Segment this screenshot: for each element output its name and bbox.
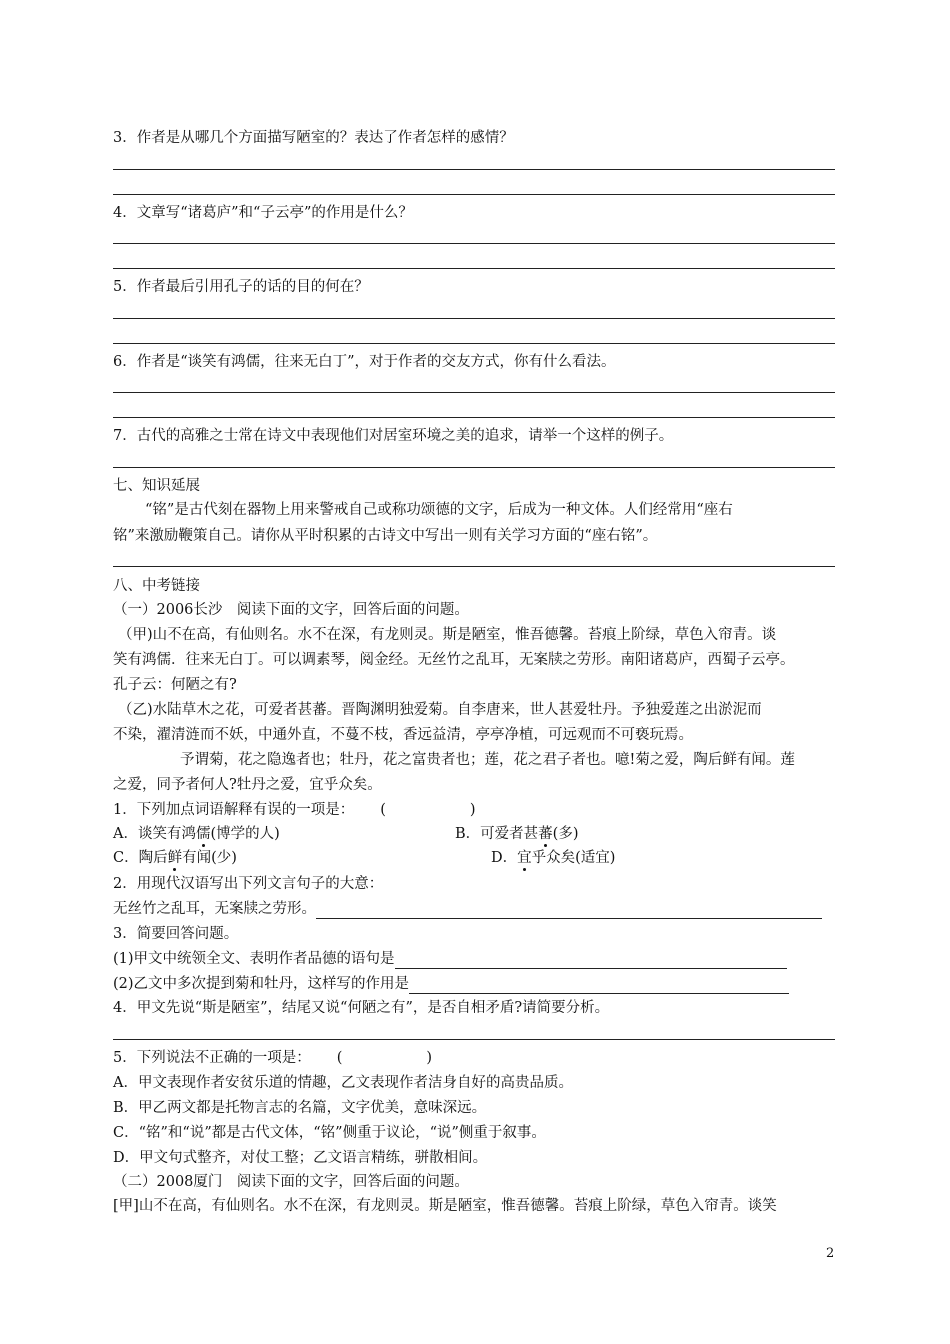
question-3: 3．作者是从哪几个方面描写陋室的？表达了作者怎样的感情？ — [113, 130, 514, 146]
answer-line[interactable] — [113, 169, 835, 170]
passage-yi: 之爱，同予者何人?牡丹之爱，宜乎众矣。 — [113, 777, 382, 793]
question-5: 5．作者最后引用孔子的话的目的何在？ — [113, 279, 369, 295]
passage-jia: 孔子云：何陋之有? — [113, 677, 237, 693]
mcq-1-stem — [113, 800, 476, 820]
mcq-1-text: 1．下列加点词语解释有误的一项是： — [113, 802, 355, 818]
answer-line[interactable] — [113, 243, 835, 244]
passage-yi: （乙)水陆草木之花，可爱者甚蕃。晋陶渊明独爱菊。自李唐来，世人甚爱牡丹。予独爱莲之出淤泥而 — [118, 702, 762, 718]
section-7-text: 铭”来激励鞭策自己。请你从平时积累的古诗文中写出一则有关学习方面的“座右铭”。 — [113, 528, 658, 544]
answer-paren-close: ) — [469, 802, 476, 818]
dotted-character: 蕃 — [538, 826, 553, 842]
answer-paren-open: ( — [380, 802, 386, 818]
mcq-3-stem: 3．简要回答问题。 — [113, 926, 239, 942]
answer-line[interactable] — [316, 902, 822, 919]
passage-jia: 笑有鸿儒．往来无白丁。可以调素琴，阅金经。无丝竹之乱耳，无案牍之劳形。南阳诸葛庐，西蜀子云亭。 — [113, 652, 795, 668]
mcq-5-option-c: C．“铭”和“说”都是古代文体，“铭”侧重于议论，“说”侧重于叙事。 — [113, 1125, 546, 1141]
passage-yi: 予谓菊，花之隐逸者也；牡丹，花之富贵者也；莲，花之君子者也。噫!菊之爱，陶后鲜有闻。莲 — [180, 752, 795, 768]
question-7: 7．古代的高雅之士常在诗文中表现他们对居室环境之美的追求，请举一个这样的例子。 — [113, 428, 674, 444]
answer-line[interactable] — [113, 1039, 835, 1040]
mcq-3-sub-2: (2)乙文中多次提到菊和牡丹，这样写的作用是 — [113, 974, 789, 994]
section-7-text: “铭”是古代刻在器物上用来警戒自己或称功颂德的文字，后成为一种文体。人们经常用“座右 — [145, 502, 733, 518]
answer-line[interactable] — [113, 268, 835, 269]
answer-line[interactable] — [395, 952, 787, 969]
page-number: 2 — [826, 1246, 835, 1261]
mcq-5-stem — [113, 1048, 432, 1068]
passage-yi: 不染，濯清涟而不妖，中通外直，不蔓不枝，香远益清，亭亭净植，可远观而不可亵玩焉。 — [113, 727, 693, 743]
question-4: 4．文章写“诸葛庐”和“子云亭”的作用是什么？ — [113, 205, 413, 221]
mcq-5-option-d: D．甲文句式整齐，对仗工整；乙文语言精练，骈散相间。 — [113, 1150, 488, 1166]
mcq-2-sentence: 无丝竹之乱耳，无案牍之劳形。 — [113, 899, 822, 919]
answer-line[interactable] — [113, 467, 835, 468]
answer-line[interactable] — [113, 343, 835, 344]
part-2-passage-jia: [甲]山不在高，有仙则名。水不在深，有龙则灵。斯是陋室，惟吾德馨。苔痕上阶绿，草色入帘青。谈笑 — [113, 1198, 777, 1214]
answer-line[interactable] — [113, 392, 835, 393]
part-2-heading: （二）2008厦门 阅读下面的文字，回答后面的问题。 — [113, 1174, 469, 1190]
mcq-5-option-b: B．甲乙两文都是托物言志的名篇，文字优美，意味深远。 — [113, 1100, 487, 1116]
answer-line[interactable] — [409, 977, 789, 994]
dotted-character: 鲜 — [167, 850, 183, 866]
mcq-5-text: 5．下列说法不正确的一项是： — [113, 1050, 311, 1066]
dotted-character: 儒 — [195, 826, 211, 842]
answer-paren-open: ( — [336, 1050, 343, 1066]
answer-paren-close: ) — [426, 1050, 433, 1066]
passage-jia: （甲)山不在高，有仙则名。水不在深，有龙则灵。斯是陋室，惟吾德馨。苔痕上阶绿，草色入帘青。谈 — [118, 627, 777, 643]
mcq-3-sub-1: (1)甲文中统领全文、表明作者品德的语句是 — [113, 949, 787, 969]
option-d: D．宜乎众矣(适宜) — [491, 850, 616, 866]
mcq-2-stem: 2．用现代汉语写出下列文言句子的大意： — [113, 876, 384, 892]
answer-line[interactable] — [113, 318, 835, 319]
option-a: A．谈笑有鸿儒(博学的人) — [113, 826, 280, 842]
answer-line[interactable] — [113, 566, 835, 567]
mcq-4-stem: 4．甲文先说“斯是陋室”，结尾又说“何陋之有”，是否自相矛盾?请简要分析。 — [113, 1000, 610, 1016]
mcq-5-option-a: A．甲文表现作者安贫乐道的情趣，乙文表现作者洁身自好的高贵品质。 — [113, 1075, 573, 1091]
part-1-heading: （一）2006长沙 阅读下面的文字，回答后面的问题。 — [113, 602, 469, 618]
section-8-title: 八、中考链接 — [113, 578, 200, 594]
section-7-title: 七、知识延展 — [113, 478, 200, 494]
option-b: B．可爱者甚蕃(多) — [455, 826, 579, 842]
answer-line[interactable] — [113, 417, 835, 418]
question-6: 6．作者是“谈笑有鸿儒，往来无白丁”，对于作者的交友方式，你有什么看法。 — [113, 354, 616, 370]
dotted-character: 宜 — [517, 850, 532, 866]
answer-line[interactable] — [113, 194, 835, 195]
option-c: C．陶后鲜有闻(少) — [113, 850, 237, 866]
